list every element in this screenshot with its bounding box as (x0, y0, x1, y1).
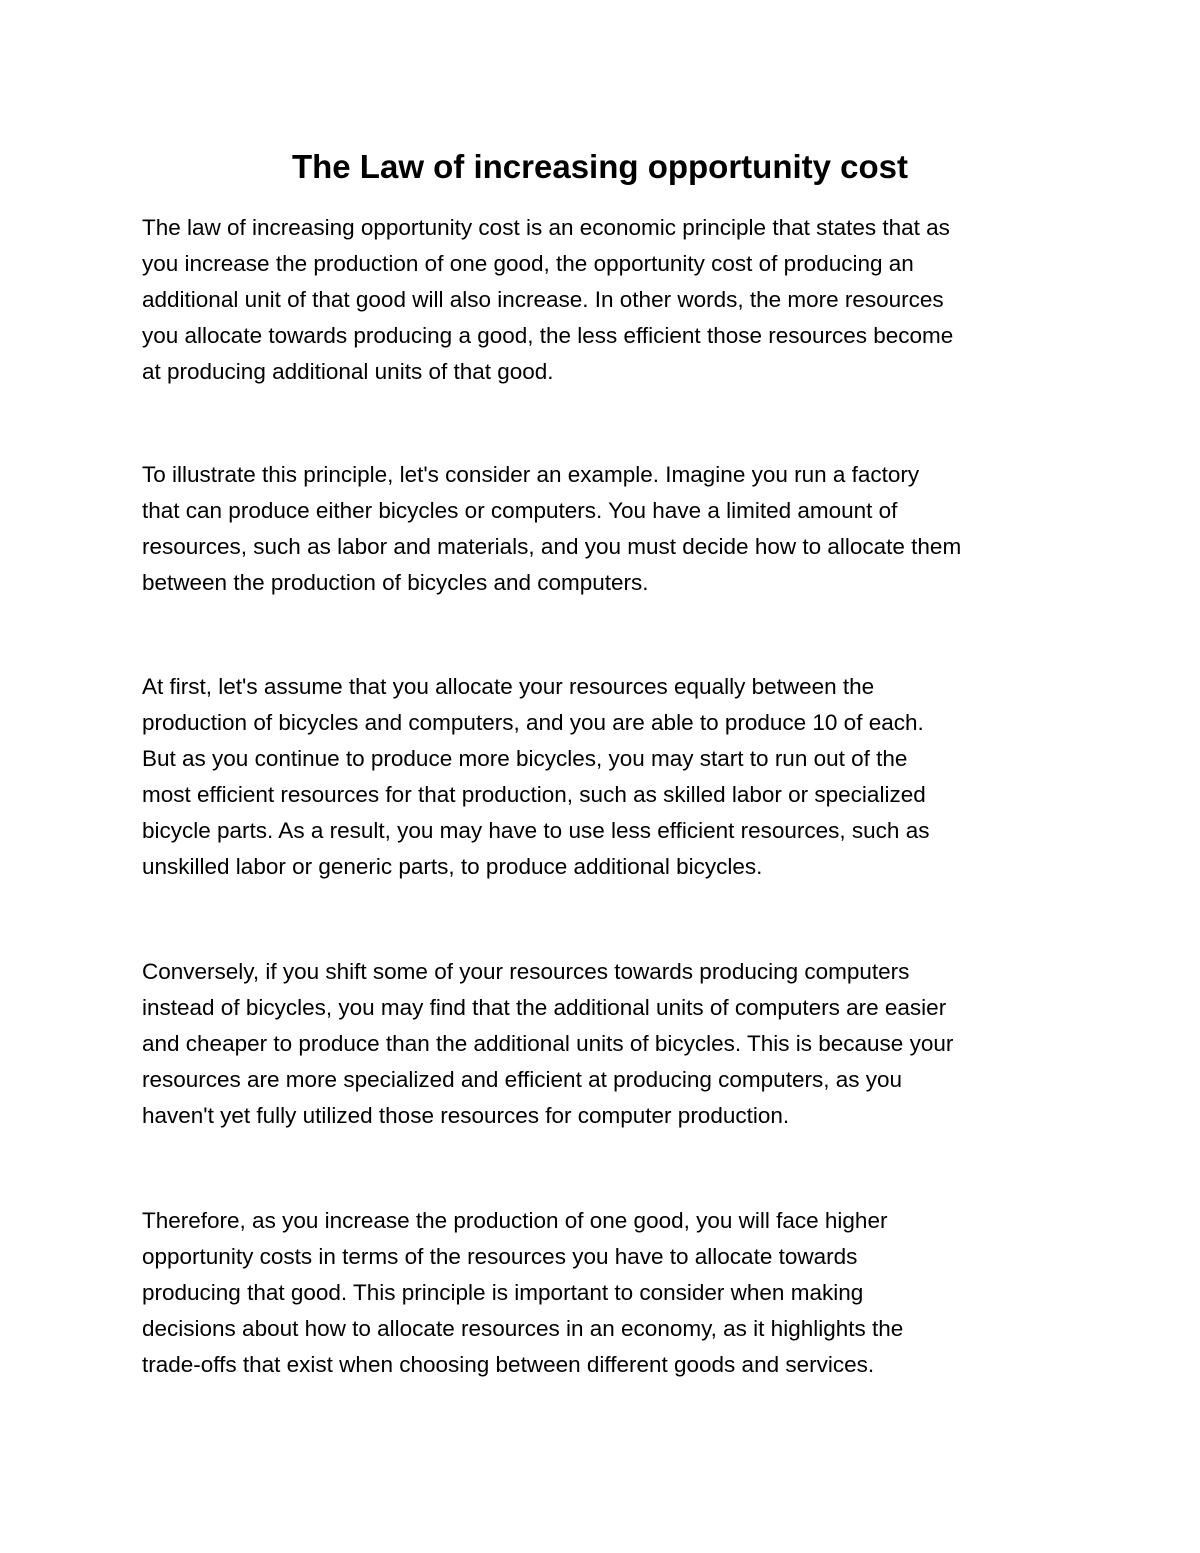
paragraph-line: and cheaper to produce than the additional units of bicycles. This is because your (142, 1031, 954, 1056)
paragraph-line: you increase the production of one good, the opportunity cost of producing an (142, 251, 914, 276)
paragraph-line: resources are more specialized and efficient at producing computers, as you (142, 1067, 902, 1092)
paragraph-line: producing that good. This principle is important to consider when making (142, 1280, 864, 1305)
paragraph-line: you allocate towards producing a good, the less efficient those resources become (142, 323, 954, 348)
paragraph-line: But as you continue to produce more bicycles, you may start to run out of the (142, 746, 908, 771)
paragraph-line: unskilled labor or generic parts, to produce additional bicycles. (142, 854, 763, 879)
document-title: The Law of increasing opportunity cost (291, 148, 909, 185)
paragraph-bicycles (142, 669, 1072, 885)
paragraph-line: At first, let's assume that you allocate your resources equally between the (142, 674, 875, 699)
paragraph-line: additional unit of that good will also increase. In other words, the more resources (142, 287, 944, 312)
paragraph-line: that can produce either bicycles or computers. You have a limited amount of (142, 498, 898, 523)
paragraph-line: To illustrate this principle, let's consider an example. Imagine you run a factory (142, 462, 920, 487)
paragraph-example (142, 457, 1072, 601)
paragraph-line: most efficient resources for that production, such as skilled labor or specialized (142, 782, 926, 807)
paragraph-line: Conversely, if you shift some of your resources towards producing computers (142, 959, 910, 984)
paragraph-line: opportunity costs in terms of the resources you have to allocate towards (142, 1244, 858, 1269)
paragraph-line: haven't yet fully utilized those resources for computer production. (142, 1103, 790, 1128)
paragraph-line: instead of bicycles, you may find that the additional units of computers are easier (142, 995, 947, 1020)
paragraph-line: decisions about how to allocate resources in an economy, as it highlights the (142, 1316, 904, 1341)
paragraph-line: bicycle parts. As a result, you may have to use less efficient resources, such as (142, 818, 930, 843)
paragraph-line: at producing additional units of that good. (142, 359, 554, 384)
paragraph-computers (142, 954, 1072, 1134)
paragraph-line: trade-offs that exist when choosing between different goods and services. (142, 1352, 875, 1377)
paragraph-definition (142, 210, 1072, 390)
paragraph-line: between the production of bicycles and computers. (142, 570, 649, 595)
paragraph-line: resources, such as labor and materials, and you must decide how to allocate them (142, 534, 962, 559)
paragraph-line: The law of increasing opportunity cost is an economic principle that states that as (142, 215, 950, 240)
paragraph-line: production of bicycles and computers, and you are able to produce 10 of each. (142, 710, 924, 735)
paragraph-conclusion (142, 1203, 1072, 1383)
paragraph-line: Therefore, as you increase the production of one good, you will face higher (142, 1208, 888, 1233)
